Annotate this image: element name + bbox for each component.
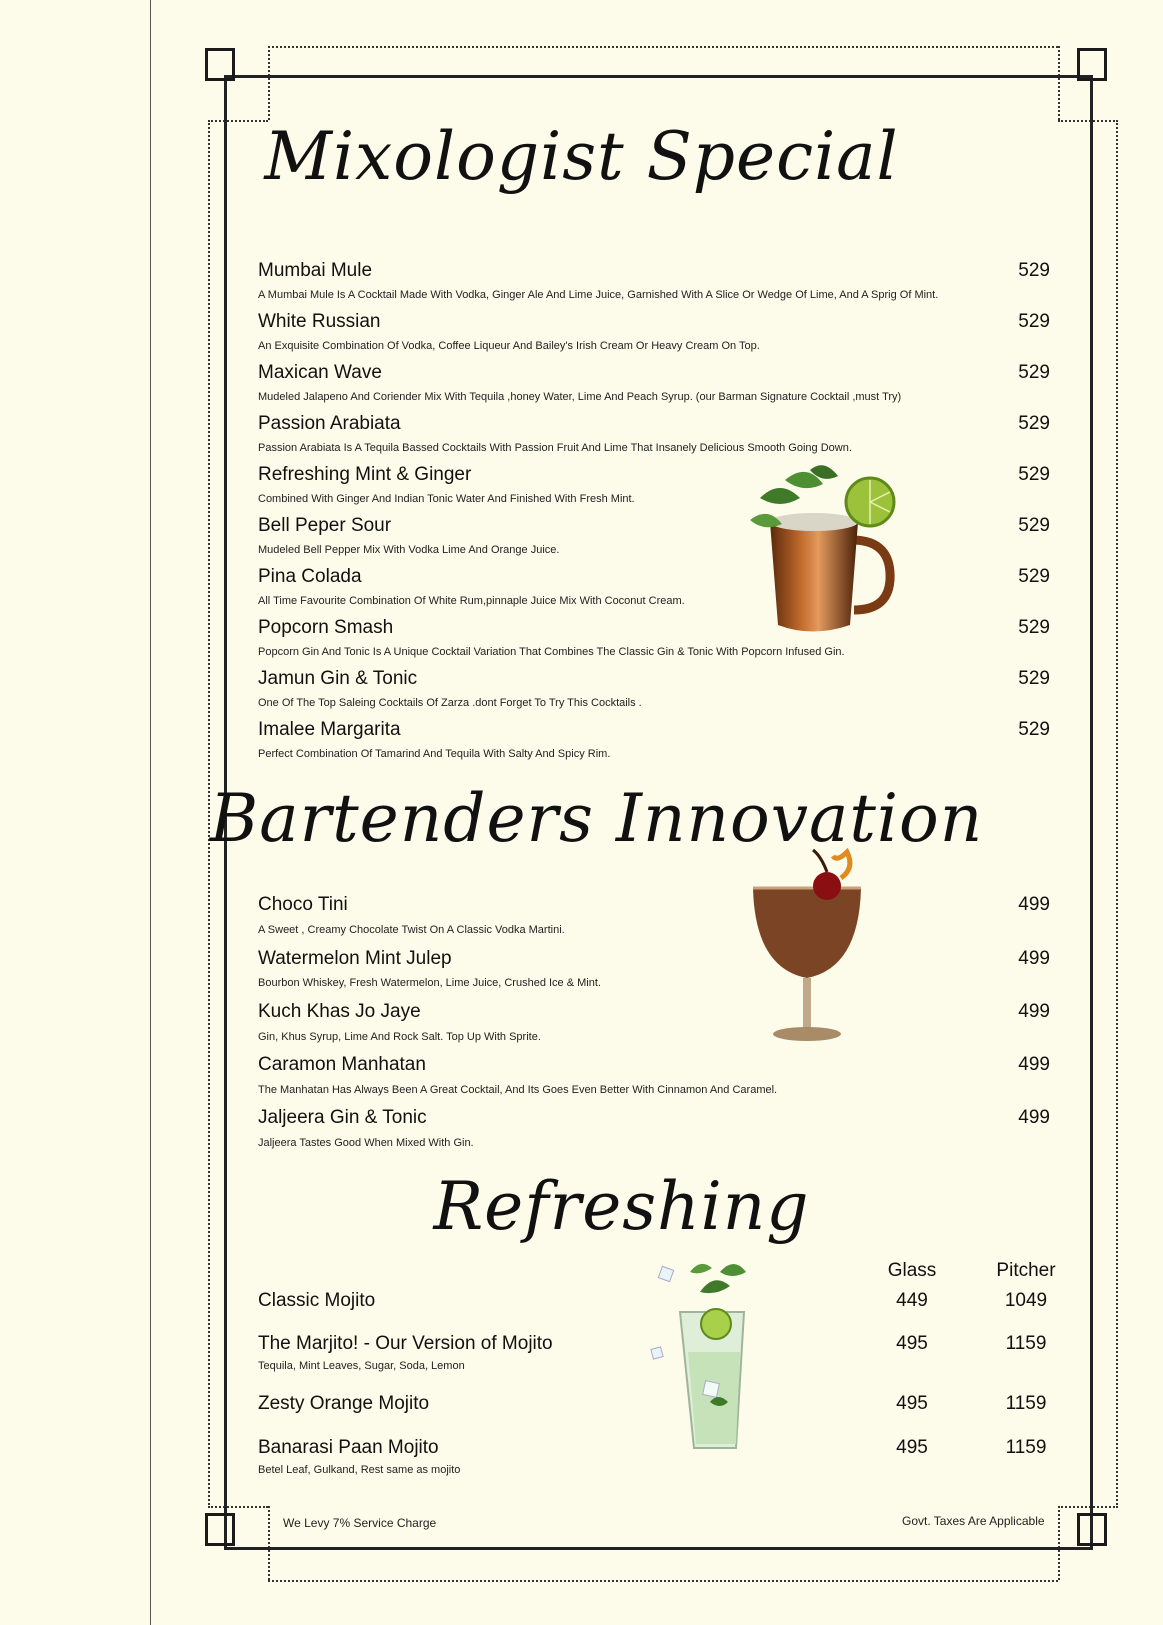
pitcher-price: 1159 <box>1005 1437 1047 1458</box>
item-name: White Russian <box>258 311 381 332</box>
item-name: Banarasi Paan Mojito <box>258 1437 439 1458</box>
glass-price: 449 <box>896 1290 928 1311</box>
item-description: Bourbon Whiskey, Fresh Watermelon, Lime Juice, Crushed Ice & Mint. <box>258 977 601 989</box>
pitcher-price: 1159 <box>1005 1333 1047 1354</box>
item-description: One Of The Top Saleing Cocktails Of Zarza .dont Forget To Try This Cocktails . <box>258 697 642 709</box>
item-price: 529 <box>1018 260 1050 281</box>
item-description: Popcorn Gin And Tonic Is A Unique Cocktail Variation That Combines The Classic Gin & Tonic With Popcorn Infused Gin. <box>258 646 845 658</box>
item-description: A Sweet , Creamy Chocolate Twist On A Classic Vodka Martini. <box>258 924 565 936</box>
item-price: 529 <box>1018 413 1050 434</box>
section-title-refreshing: Refreshing <box>433 1168 810 1245</box>
item-name: Imalee Margarita <box>258 719 401 740</box>
mojito-glass-icon <box>640 1252 760 1457</box>
item-name: Caramon Manhatan <box>258 1054 426 1075</box>
item-price: 529 <box>1018 617 1050 638</box>
item-price: 529 <box>1018 362 1050 383</box>
item-price: 529 <box>1018 719 1050 740</box>
section-title-bartenders: Bartenders Innovation <box>209 780 984 857</box>
item-description: Perfect Combination Of Tamarind And Tequila With Salty And Spicy Rim. <box>258 748 611 760</box>
glass-price: 495 <box>896 1393 928 1414</box>
item-name: Jaljeera Gin & Tonic <box>258 1107 427 1128</box>
item-description: Tequila, Mint Leaves, Sugar, Soda, Lemon <box>258 1360 465 1372</box>
taxes-note: Govt. Taxes Are Applicable <box>902 1514 1045 1528</box>
service-charge-note: We Levy 7% Service Charge <box>283 1516 437 1530</box>
item-description: The Manhatan Has Always Been A Great Cocktail, And Its Goes Even Better With Cinnamon And Caramel. <box>258 1084 778 1096</box>
item-price: 529 <box>1018 668 1050 689</box>
item-description: Passion Arabiata Is A Tequila Bassed Cocktails With Passion Fruit And Lime That Insanely Delicious Smooth Going Down. <box>258 442 852 454</box>
item-price: 499 <box>1018 1054 1050 1075</box>
item-price: 529 <box>1018 464 1050 485</box>
column-header-glass: Glass <box>887 1260 937 1281</box>
item-name: Popcorn Smash <box>258 617 394 638</box>
item-name: Mumbai Mule <box>258 260 373 281</box>
item-name: Maxican Wave <box>258 362 382 383</box>
item-description: Mudeled Jalapeno And Coriender Mix With Tequila ,honey Water, Lime And Peach Syrup. (our Barman Signature Cocktail ,must Try) <box>258 391 902 403</box>
item-price: 499 <box>1018 894 1050 915</box>
pitcher-price: 1049 <box>1004 1290 1048 1311</box>
item-price: 499 <box>1018 1001 1050 1022</box>
item-description: Combined With Ginger And Indian Tonic Water And Finished With Fresh Mint. <box>258 493 635 505</box>
item-name: Refreshing Mint & Ginger <box>258 464 472 485</box>
item-description: All Time Favourite Combination Of White Rum,pinnaple Juice Mix With Coconut Cream. <box>258 595 685 607</box>
item-name: Zesty Orange Mojito <box>258 1393 430 1414</box>
glass-price: 495 <box>896 1437 928 1458</box>
item-name: The Marjito! - Our Version of Mojito <box>258 1333 553 1354</box>
item-description: A Mumbai Mule Is A Cocktail Made With Vodka, Ginger Ale And Lime Juice, Garnished With A Slice Or Wedge Of Lime, And A Sprig Of Mint. <box>258 289 939 301</box>
section-title-mixologist: Mixologist Special <box>264 118 899 195</box>
item-price: 529 <box>1018 311 1050 332</box>
item-price: 529 <box>1018 515 1050 536</box>
item-name: Bell Peper Sour <box>258 515 392 536</box>
column-header-pitcher: Pitcher <box>996 1260 1056 1281</box>
item-description: An Exquisite Combination Of Vodka, Coffee Liqueur And Bailey's Irish Cream Or Heavy Cream On Top. <box>258 340 760 352</box>
item-name: Passion Arabiata <box>258 413 401 434</box>
glass-price: 495 <box>896 1333 928 1354</box>
item-name: Classic Mojito <box>258 1290 376 1311</box>
copper-mug-mule-icon <box>740 460 925 640</box>
item-price: 499 <box>1018 948 1050 969</box>
item-name: Choco Tini <box>258 894 348 915</box>
pitcher-price: 1159 <box>1005 1393 1047 1414</box>
item-name: Watermelon Mint Julep <box>258 948 452 969</box>
item-price: 499 <box>1018 1107 1050 1128</box>
item-name: Kuch Khas Jo Jaye <box>258 1001 421 1022</box>
item-description: Gin, Khus Syrup, Lime And Rock Salt. Top Up With Sprite. <box>258 1031 541 1043</box>
item-description: Mudeled Bell Pepper Mix With Vodka Lime And Orange Juice. <box>258 544 560 556</box>
item-name: Jamun Gin & Tonic <box>258 668 418 689</box>
item-description: Jaljeera Tastes Good When Mixed With Gin. <box>258 1137 474 1149</box>
item-name: Pina Colada <box>258 566 362 587</box>
item-description: Betel Leaf, Gulkand, Rest same as mojito <box>258 1464 461 1476</box>
cocktail-coupe-glass-icon <box>745 848 875 1048</box>
item-price: 529 <box>1018 566 1050 587</box>
